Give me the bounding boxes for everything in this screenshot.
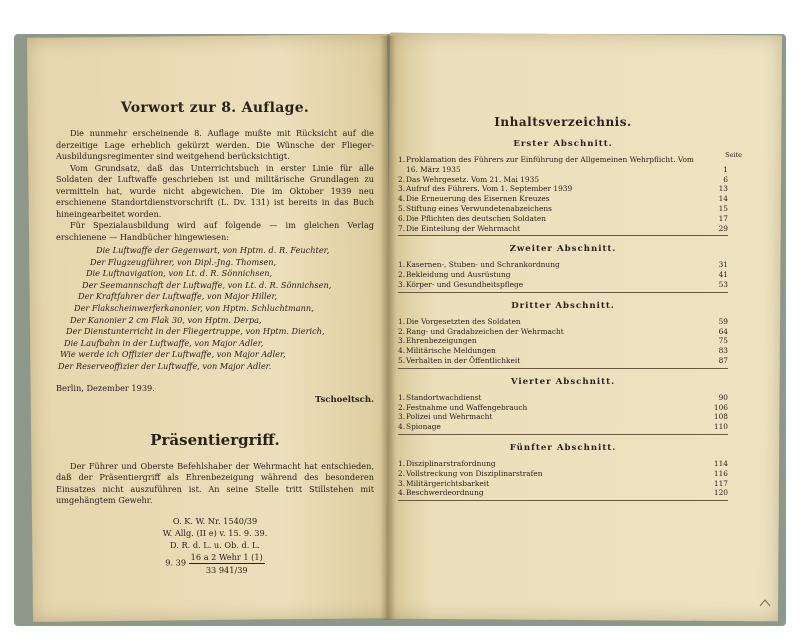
toc-entry-title: Spionage — [406, 422, 441, 432]
handbook-item: Der Reserveoffizier der Luftwaffe, von Major Adler. — [58, 360, 272, 371]
toc-entry-page: 13 — [718, 184, 728, 194]
toc-entry-page: 41 — [718, 270, 728, 280]
toc-section-title: Zweiter Abschnitt. — [509, 244, 617, 255]
reference-line: W. Allg. (II e) v. 15. 9. 39. — [162, 527, 268, 538]
toc-entry — [398, 488, 728, 498]
toc-entry-title: Bekleidung und Ausrüstung — [406, 270, 511, 280]
toc-entry-page: 15 — [718, 203, 728, 213]
toc-entry-title: Die Erneuerung des Eisernen Kreuzes — [406, 194, 550, 204]
toc-entry-page: 1 — [723, 164, 728, 174]
toc-entry-page: 14 — [718, 194, 728, 204]
toc-entry-page: 120 — [713, 488, 728, 498]
toc-entry-number: 3. — [398, 336, 406, 346]
toc-entry — [398, 403, 728, 413]
handbook-item: Der Seemannschaft der Luftwaffe, von Lt. d. R. Sönnichsen, — [82, 279, 332, 290]
toc-entry-number: 1. — [398, 260, 406, 270]
toc-entry-title: Militärische Meldungen — [406, 346, 496, 356]
fraction-denominator: 33 941/39 — [205, 564, 248, 575]
toc-entry-page: 64 — [718, 326, 728, 336]
toc-entry-title: Stiftung eines Verwundetenabzeichens — [406, 203, 552, 213]
toc-entry-page: 87 — [718, 355, 728, 365]
toc-entry-number: 4. — [398, 194, 406, 204]
vorwort-title: Vorwort zur 8. Auflage. — [120, 100, 310, 116]
toc-entry — [398, 194, 728, 204]
toc-entry — [398, 270, 728, 280]
toc-entry — [398, 224, 728, 234]
signature: Tschoeltsch. — [314, 394, 374, 405]
seite-label: Seite — [725, 151, 742, 159]
handbook-item: Der Flakscheinwerferkanonier, von Hptm. Schluchtmann, — [74, 302, 314, 313]
toc-entry-title: Verhalten in der Öffentlichkeit — [406, 355, 521, 365]
toc-entry-page: 6 — [723, 174, 728, 184]
fraction-numerator: 16 a 2 Wehr 1 (1) — [190, 551, 263, 562]
toc-entry-page: 116 — [713, 468, 728, 478]
handbook-item: Der Kanonier 2 cm Flak 30, von Hptm. Derpa, — [70, 314, 262, 325]
toc-entry — [398, 479, 728, 489]
reference-line: D. R. d. L. u. Ob. d. L. — [169, 539, 261, 550]
reference-prefix: 9. 39 — [165, 557, 187, 568]
toc-entry-number: 4. — [398, 346, 406, 356]
vorwort-paragraph: Für Spezialausbildung wird auf folgende — im gleichen Verlag erschienene — Handbücher hingewiesen: — [56, 220, 374, 242]
reference-block — [56, 515, 374, 576]
toc-entry-title: Polizei und Wehrmacht — [406, 412, 493, 422]
toc-entry-number: 4. — [398, 488, 406, 498]
right-page-content — [398, 115, 742, 501]
toc-section-rule — [398, 500, 728, 501]
toc-entry-title: Disziplinarstrafordnung — [406, 458, 496, 468]
toc-entry — [398, 336, 728, 346]
handbook-item: Der Dienstunterricht in der Fliegertruppe, von Hptm. Dierich, — [66, 326, 325, 337]
toc-entry-title: Das Wehrgesetz. Vom 21. Mai 1935 — [406, 174, 540, 184]
toc-entry-page: 75 — [718, 336, 728, 346]
dateline: Berlin, Dezember 1939. — [56, 382, 155, 393]
toc-section-rule — [398, 368, 728, 369]
left-page-content — [56, 70, 374, 576]
toc-entry-number: 1. — [398, 392, 406, 402]
toc-entry-number: 3. — [398, 184, 406, 194]
toc-entry-number: 2. — [398, 174, 406, 184]
reference-fraction-line — [56, 551, 374, 576]
toc-entry-number: 5. — [398, 355, 406, 365]
toc-entry-title: Ehrenbezeigungen — [406, 336, 477, 346]
pencil-mark-icon — [758, 596, 772, 610]
toc-entry-number: 3. — [398, 478, 406, 488]
toc-entry — [398, 459, 728, 469]
toc-entry-number: 3. — [398, 412, 406, 422]
toc-entry — [398, 260, 728, 270]
toc-section-title: Dritter Abschnitt. — [511, 300, 615, 311]
book-spine — [380, 36, 396, 620]
vorwort-paragraph: Die nunmehr erscheinende 8. Auflage mußte mit Rücksicht auf die derzeitige Lage erheblich gekürzt werden. Die Wünsche der Flieger-Ausbildungsregimenter sind weitgehend berücksichtigt. — [56, 128, 374, 161]
toc-entry — [398, 346, 728, 356]
toc-section-rule — [398, 434, 728, 435]
toc-entry-title: Körper- und Gesundheitspflege — [406, 279, 524, 289]
toc-entry-number: 6. — [398, 213, 406, 223]
toc-section-title: Fünfter Abschnitt. — [509, 442, 617, 453]
toc-entry-number: 2. — [398, 270, 406, 280]
toc-entry — [398, 184, 728, 194]
handbook-item: Die Laufbahn in der Luftwaffe, von Major Adler, — [64, 337, 264, 348]
toc-entry-page: 108 — [713, 412, 728, 422]
toc-entry-title: Proklamation des Führers zur Einführung der Allgemeinen Wehrpflicht. Vom 16. März 1935 — [406, 155, 694, 174]
toc-section-rule — [398, 292, 728, 293]
toc-entry-page: 59 — [718, 316, 728, 326]
toc-entry-number: 4. — [398, 422, 406, 432]
toc-entry-title: Die Vorgesetzten des Soldaten — [406, 316, 521, 326]
toc-entry-number: 5. — [398, 203, 406, 213]
toc-section-title: Erster Abschnitt. — [513, 139, 613, 149]
toc-entry-number: 2. — [398, 468, 406, 478]
handbook-item: Der Kraftfahrer der Luftwaffe, von Major Hiller, — [78, 291, 278, 302]
toc-entry-title: Festnahme und Waffengebrauch — [406, 402, 528, 412]
toc-entry-page: 29 — [718, 223, 728, 233]
toc-entry-page: 114 — [713, 458, 728, 468]
toc-entry — [398, 422, 728, 432]
praesentier-text: Der Führer und Oberste Befehlshaber der Wehrmacht hat entschieden, daß der Präsentiergriff als Ehrenbezeigung während des besonderen Einsatzes nicht auszuführen ist. An seine Stelle tritt Stillstehen mit umgehängtem Gewehr. — [56, 460, 374, 506]
toc-title: Inhaltsverzeichnis. — [494, 115, 632, 129]
toc-entry-title: Vollstreckung von Disziplinarstrafen — [406, 468, 543, 478]
toc-entry — [398, 214, 728, 224]
toc-entry — [398, 356, 728, 366]
toc-entry — [398, 469, 728, 479]
toc-entry-number: 1. — [398, 155, 406, 164]
toc-entry-title: Standortwachdienst — [406, 392, 482, 402]
toc-entry-number: 1. — [398, 458, 406, 468]
toc-entry-title: Kasernen-, Stuben- und Schrankordnung — [406, 260, 560, 270]
toc-entry-page: 90 — [718, 392, 728, 402]
toc-section-rule — [398, 235, 728, 236]
toc-entry-title: Beschwerdeordnung — [406, 488, 484, 498]
toc-entry-page: 53 — [718, 279, 728, 289]
toc-entry-page: 110 — [713, 422, 728, 432]
reference-line: O. K. W. Nr. 1540/39 — [172, 515, 258, 526]
handbook-item: Die Luftnavigation, von Lt. d. R. Sönnichsen, — [86, 268, 273, 279]
toc-entry — [398, 155, 728, 175]
toc-entry-page: 31 — [718, 260, 728, 270]
toc-entry — [398, 327, 728, 337]
toc-entry-title: Aufruf des Führers. Vom 1. September 1939 — [406, 184, 573, 194]
toc-entry-title: Die Einteilung der Wehrmacht — [406, 223, 521, 233]
toc-entry-page: 17 — [718, 213, 728, 223]
handbook-item: Der Flugzeugführer, von Dipl.-Jng. Thomsen, — [90, 256, 277, 267]
toc-entry-number: 7. — [398, 223, 406, 233]
praesentier-title: Präsentiergriff. — [150, 430, 280, 449]
toc-entry-number: 1. — [398, 316, 406, 326]
handbook-item: Wie werde ich Offizier der Luftwaffe, von Major Adler, — [60, 349, 286, 360]
toc-entry — [398, 317, 728, 327]
handbook-list — [56, 245, 374, 373]
toc-entry — [398, 280, 728, 290]
vorwort-paragraph: Vom Grundsatz, daß das Unterrichtsbuch in erster Linie für alle Soldaten der Luftwaffe geschrieben ist und militärische Grundlagen zu vermitteln hat, wurde nicht abgewichen. Die im Oktober 1939 neu erschienene Standortdienstvorschrift (L. Dv. 131) ist bereits in das Buch hineingearbeitet worden. — [56, 162, 374, 219]
toc-entry-title: Die Pflichten des deutschen Soldaten — [406, 213, 547, 223]
toc-entry-title: Rang- und Gradabzeichen der Wehrmacht — [406, 326, 564, 336]
toc-entry — [398, 175, 728, 185]
toc-entry-page: 106 — [713, 402, 728, 412]
toc-entry-page: 83 — [718, 346, 728, 356]
toc-entry — [398, 204, 728, 214]
toc-entry-number: 2. — [398, 326, 406, 336]
reference-fraction — [189, 551, 265, 576]
toc-entry-title: Militärgerichtsbarkeit — [406, 478, 490, 488]
toc-sections — [398, 139, 728, 501]
toc-entry-number: 3. — [398, 279, 406, 289]
toc-entry-page: 117 — [713, 478, 728, 488]
toc-entry-number: 2. — [398, 402, 406, 412]
toc-section-title: Vierter Abschnitt. — [510, 376, 616, 387]
handbook-item: Die Luftwaffe der Gegenwart, von Hptm. d. R. Feuchter, — [96, 245, 330, 255]
toc-entry — [398, 412, 728, 422]
toc-entry — [398, 393, 728, 403]
